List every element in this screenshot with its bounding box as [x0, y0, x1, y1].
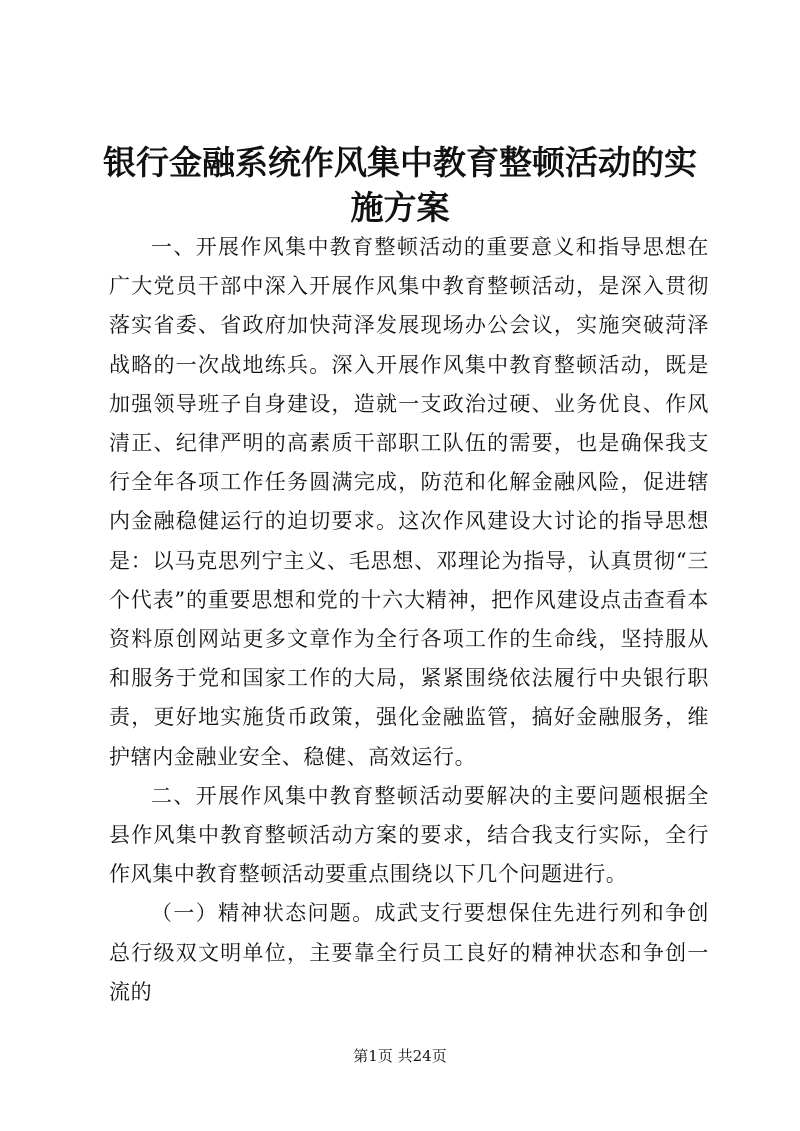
paragraph-2: 二、开展作风集中教育整顿活动要解决的主要问题根据全县作风集中教育整顿活动方案的要求，结合我支行实际，全行作风集中教育整顿活动要重点围绕以下几个问题进行。 [109, 783, 709, 887]
document-title: 银行金融系统作风集中教育整顿活动的实施方案 [103, 143, 697, 227]
page-number-footer: 第1页 共24页 [353, 1047, 447, 1065]
document-body [109, 228, 709, 1012]
paragraph-3: （一）精神状态问题。成武支行要想保住先进行列和争创总行级双文明单位，主要靠全行员工良好的精神状态和争创一流的 [109, 901, 709, 1004]
paragraph-1: 一、开展作风集中教育整顿活动的重要意义和指导思想在广大党员干部中深入开展作风集中教育整顿活动，是深入贯彻落实省委、省政府加快菏泽发展现场办公会议，实施突破菏泽战略的一次战地练兵。深入开展作风集中教育整顿活动，既是加强领导班子自身建设，造就一支政治过硬、业务优良、作风清正、纪律严明的高素质干部职工队伍的需要，也是确保我支行全年各项工作任务圆满完成，防范和化解金融风险，促进辖内金融稳健运行的迫切要求。这次作风建设大讨论的指导思想是：以马克思列宁主义、毛思想、邓理论为指导，认真贯彻“三个代表”的重要思想和党的十六大精神，把作风建设点击查看本资料原创网站更多文章作为全行各项工作的生命线，坚持服从和服务于党和国家工作的大局，紧紧围绕依法履行中央银行职责，更好地实施货币政策，强化金融监管，搞好金融服务，维护辖内金融业安全、稳健、高效运行。 [109, 235, 709, 769]
